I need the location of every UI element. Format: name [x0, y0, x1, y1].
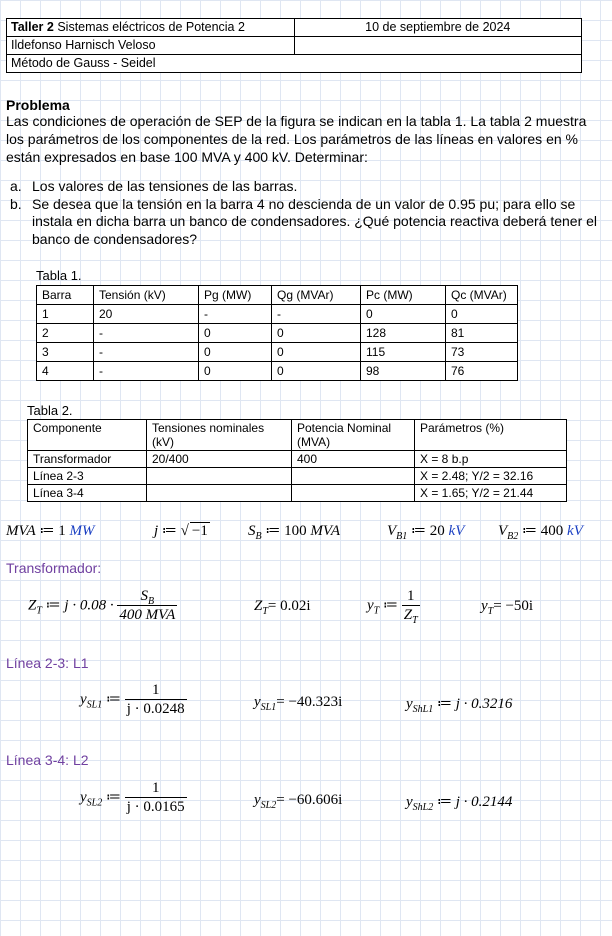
column-header: Tensiones nominales (kV): [147, 420, 292, 451]
table-cell: Línea 3-4: [28, 485, 147, 502]
method-name: Método de Gauss - Seidel: [7, 55, 582, 73]
problem-heading: Problema: [6, 97, 70, 113]
table-cell: 0: [199, 362, 272, 381]
ysl2-num: 1: [151, 780, 160, 796]
zt-result-sub: T: [262, 606, 268, 617]
column-header: Parámetros (%): [415, 420, 567, 451]
ysl1-result: [254, 694, 342, 711]
task-text: Los valores de las tensiones de las barras.: [32, 178, 298, 194]
table-row: [28, 485, 567, 502]
table-cell: -: [94, 343, 199, 362]
def-vb2-unit: kV: [567, 523, 583, 539]
table-cell: 0: [361, 305, 446, 324]
transformer-title: Transformador:: [6, 560, 102, 576]
header-date-cell: [294, 19, 582, 37]
column-header: Pg (MW): [199, 286, 272, 305]
table-cell: X = 2.48; Y/2 = 32.16: [415, 468, 567, 485]
table-cell: -: [199, 305, 272, 324]
table-cell: -: [94, 324, 199, 343]
yt-result-value: = −50i: [493, 598, 534, 614]
table-cell: 1: [37, 305, 94, 324]
def-mva-lhs: MVA: [6, 523, 36, 539]
zt-num: S: [140, 588, 148, 604]
def-sb-unit: MVA: [310, 523, 341, 539]
def-vb1-lhs: V: [387, 523, 397, 539]
task-marker: b.: [10, 195, 22, 212]
table-cell: 73: [446, 343, 518, 362]
table-cell: 20: [94, 305, 199, 324]
task-item: [10, 196, 600, 249]
yt-equation: $y_T$ ≔ $\frac{1}{Z_T}$: [367, 588, 418, 626]
def-vb2: $V_{B2}$ ≔ 400 kV: [498, 523, 583, 542]
problem-statement: Las condiciones de operación de SEP de la figura se indican en la tabla 1. La tabla 2 muestra los parámetros de los componentes de la red. Los parámetros de las líneas en valores en % están expresados en base 100 MVA y 400 kV. Determinar:: [6, 113, 587, 165]
ysl2-result-lhs: y: [254, 792, 261, 808]
table2-caption: Tabla 2.: [27, 403, 73, 418]
def-sb: $S_B$ ≔ 100 MVA: [248, 523, 341, 542]
yt-result-lhs: y: [481, 598, 488, 614]
yt-num: 1: [406, 588, 415, 604]
zt-num-sub: B: [148, 596, 155, 607]
yt-lhs: y: [367, 597, 374, 614]
ysl1-sub: SL1: [86, 699, 103, 711]
def-vb2-lhs: V: [498, 523, 508, 539]
table-row: [37, 324, 518, 343]
ysl2-equation: $y_{SL2}$ ≔ $\frac{1}{j \cdot 0.0165}$: [80, 780, 185, 815]
task-item: [10, 178, 600, 196]
column-header: Tensión (kV): [94, 286, 199, 305]
yshl2-equation: $y_{ShL2}$ ≔ j · 0.2144: [406, 794, 513, 813]
line1-title: Línea 2-3: L1: [6, 655, 89, 671]
table-cell: 3: [37, 343, 94, 362]
column-header: Qc (MVAr): [446, 286, 518, 305]
table-cell: X = 8 b.p: [415, 451, 567, 468]
column-header: Potencia Nominal (MVA): [292, 420, 415, 451]
table-cell: 0: [272, 362, 361, 381]
def-j-rhs: −1: [191, 523, 208, 539]
zt-lhs: Z: [28, 597, 37, 614]
table1-caption: Tabla 1.: [36, 268, 82, 283]
table-cell: 115: [361, 343, 446, 362]
table-cell: Línea 2-3: [28, 468, 147, 485]
zt-sub: T: [36, 605, 42, 617]
def-sb-value: 100: [284, 523, 307, 539]
table-cell: 0: [272, 343, 361, 362]
zt-fraction: [117, 588, 177, 624]
ysl1-result-lhs: y: [254, 694, 261, 710]
table-cell: -: [272, 305, 361, 324]
author-name: Ildefonso Harnisch Veloso: [7, 37, 295, 55]
column-header: Barra: [37, 286, 94, 305]
table-cell: 4: [37, 362, 94, 381]
table-row: [28, 468, 567, 485]
def-j: j ≔ √ −1: [154, 523, 208, 539]
header-course-cell: [7, 19, 295, 37]
yt-result-sub: T: [487, 606, 494, 617]
yshl2-lhs: y: [406, 794, 413, 810]
table-row: [28, 451, 567, 468]
yt-sub: T: [373, 605, 380, 617]
empty-cell: [294, 37, 582, 55]
table-cell: 0: [446, 305, 518, 324]
header-table: [6, 18, 582, 73]
taller-label: Taller 2: [11, 20, 54, 34]
ysl2-result: [254, 792, 342, 809]
table-cell: Transformador: [28, 451, 147, 468]
table-row: [37, 362, 518, 381]
zt-equation: $Z_T$ ≔ j · 0.08 · $\frac{S_B}{\text{400 MVA}}$: [28, 588, 176, 623]
yshl2-rhs: j · 0.2144: [455, 794, 513, 810]
table-cell: 0: [272, 324, 361, 343]
ysl1-result-value: = −40.323i: [276, 694, 343, 710]
yshl1-equation: $y_{ShL1}$ ≔ j · 0.3216: [406, 696, 513, 715]
table-cell: 81: [446, 324, 518, 343]
table-cell: [292, 485, 415, 502]
ysl1-equation: $y_{SL1}$ ≔ $\frac{1}{j \cdot 0.0248}$: [80, 682, 185, 717]
task-list: [10, 178, 600, 248]
ysl2-fraction: [125, 780, 187, 816]
table-cell: 128: [361, 324, 446, 343]
table-cell: -: [94, 362, 199, 381]
table-cell: [292, 468, 415, 485]
ysl2-result-sub: SL2: [260, 800, 277, 811]
yshl1-rhs: j · 0.3216: [455, 696, 513, 712]
column-header: Componente: [28, 420, 147, 451]
table-row: [37, 305, 518, 324]
def-sb-lhs: S: [248, 523, 256, 539]
def-j-lhs: j: [154, 523, 159, 539]
table-cell: 20/400: [147, 451, 292, 468]
table-cell: 0: [199, 324, 272, 343]
ysl1-fraction: [125, 682, 187, 718]
table-cell: 76: [446, 362, 518, 381]
table-header-row: [37, 286, 518, 305]
table2: [27, 419, 567, 502]
table-cell: [147, 468, 292, 485]
table-cell: 2: [37, 324, 94, 343]
table1: [36, 285, 518, 381]
ysl2-sub: SL2: [86, 797, 103, 809]
ysl1-den: j · 0.0248: [126, 701, 185, 717]
yt-fraction: [402, 588, 420, 624]
zt-result-value: = 0.02i: [267, 598, 311, 614]
yt-result: [481, 598, 533, 615]
column-header: Qg (MVAr): [272, 286, 361, 305]
zt-den: 400 MVA: [119, 607, 176, 623]
ysl2-lhs: y: [80, 789, 87, 806]
yshl1-lhs: y: [406, 696, 413, 712]
def-vb2-value: 400: [540, 523, 564, 539]
def-vb1-value: 20: [429, 523, 445, 539]
date: 10 de septiembre de 2024: [365, 20, 511, 34]
yshl2-sub: ShL2: [412, 802, 434, 813]
def-vb2-sub: B2: [507, 531, 519, 542]
ysl1-result-sub: SL1: [260, 702, 277, 713]
task-text: Se desea que la tensión en la barra 4 no descienda de un valor de 0.95 pu; para ello se instala en dicha barra un banco de condensadores. ¿Qué potencia reactiva deberá tener el banco de condensadores?: [32, 195, 598, 247]
table-cell: [147, 485, 292, 502]
yt-den-sub: T: [412, 615, 418, 626]
def-vb1-sub: B1: [396, 531, 408, 542]
course-name: Sistemas eléctricos de Potencia 2: [57, 20, 245, 34]
zt-result: [254, 598, 311, 615]
def-sb-sub: B: [255, 531, 262, 542]
ysl2-den: j · 0.0165: [126, 799, 185, 815]
table-cell: 98: [361, 362, 446, 381]
ysl1-num: 1: [151, 682, 160, 698]
yshl1-sub: ShL1: [412, 704, 434, 715]
column-header: Pc (MW): [361, 286, 446, 305]
def-mva: MVA ≔ 1 MW: [6, 523, 95, 539]
yt-den: Z: [403, 607, 413, 623]
zt-prefix: j · 0.08 ·: [64, 597, 114, 614]
def-vb1-unit: kV: [448, 523, 465, 539]
zt-result-lhs: Z: [254, 598, 263, 614]
table-cell: X = 1.65; Y/2 = 21.44: [415, 485, 567, 502]
def-mva-num: 1: [58, 523, 66, 539]
def-vb1: $V_{B1}$ ≔ 20 kV: [387, 523, 465, 542]
table-row: [37, 343, 518, 362]
def-mva-unit: MW: [69, 523, 95, 539]
ysl2-result-value: = −60.606i: [276, 792, 343, 808]
table-header-row: [28, 420, 567, 451]
table-cell: 0: [199, 343, 272, 362]
task-marker: a.: [10, 178, 22, 194]
table-cell: 400: [292, 451, 415, 468]
ysl1-lhs: y: [80, 691, 87, 708]
line2-title: Línea 3-4: L2: [6, 752, 89, 768]
